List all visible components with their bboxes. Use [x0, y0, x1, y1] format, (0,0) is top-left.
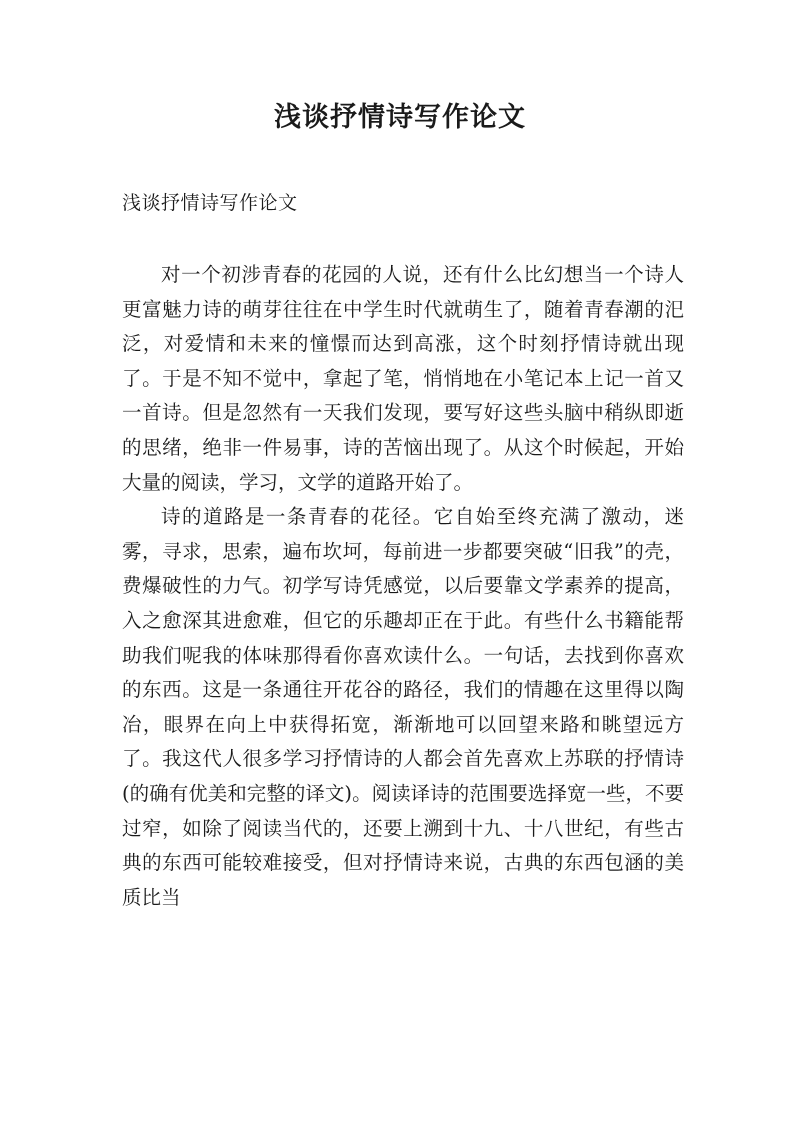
document-body [122, 258, 684, 915]
document-subtitle: 浅谈抒情诗写作论文 [122, 192, 298, 214]
paragraph-2: 诗的道路是一条青春的花径。它自始至终充满了激动，迷雾，寻求，思索，遍布坎坷，每前进一步都要突破“旧我”的壳，费爆破性的力气。初学写诗凭感觉，以后要靠文学素养的提高，入之愈深其进愈难，但它的乐趣却正在于此。有些什么书籍能帮助我们呢我的体味那得看你喜欢读什么。一句话，去找到你喜欢的东西。这是一条通往开花谷的路径，我们的情趣在这里得以陶冶，眼界在向上中获得拓宽，渐渐地可以回望来路和眺望远方了。我这代人很多学习抒情诗的人都会首先喜欢上苏联的抒情诗(的确有优美和完整的译文)。阅读译诗的范围要选择宽一些，不要过窄，如除了阅读当代的，还要上溯到十九、十八世纪，有些古典的东西可能较难接受，但对抒情诗来说，古典的东西包涵的美质比当 [122, 505, 684, 909]
document-title: 浅谈抒情诗写作论文 [274, 102, 526, 133]
paragraph-1: 对一个初涉青春的花园的人说，还有什么比幻想当一个诗人更富魅力诗的萌芽往往在中学生时代就萌生了，随着青春潮的汜泛，对爱情和未来的憧憬而达到高涨，这个时刻抒情诗就出现了。于是不知不觉中，拿起了笔，悄悄地在小笔记本上记一首又一首诗。但是忽然有一天我们发现，要写好这些头脑中稍纵即逝的思绪，绝非一件易事，诗的苦恼出现了。从这个时候起，开始大量的阅读，学习，文学的道路开始了。 [122, 263, 684, 494]
